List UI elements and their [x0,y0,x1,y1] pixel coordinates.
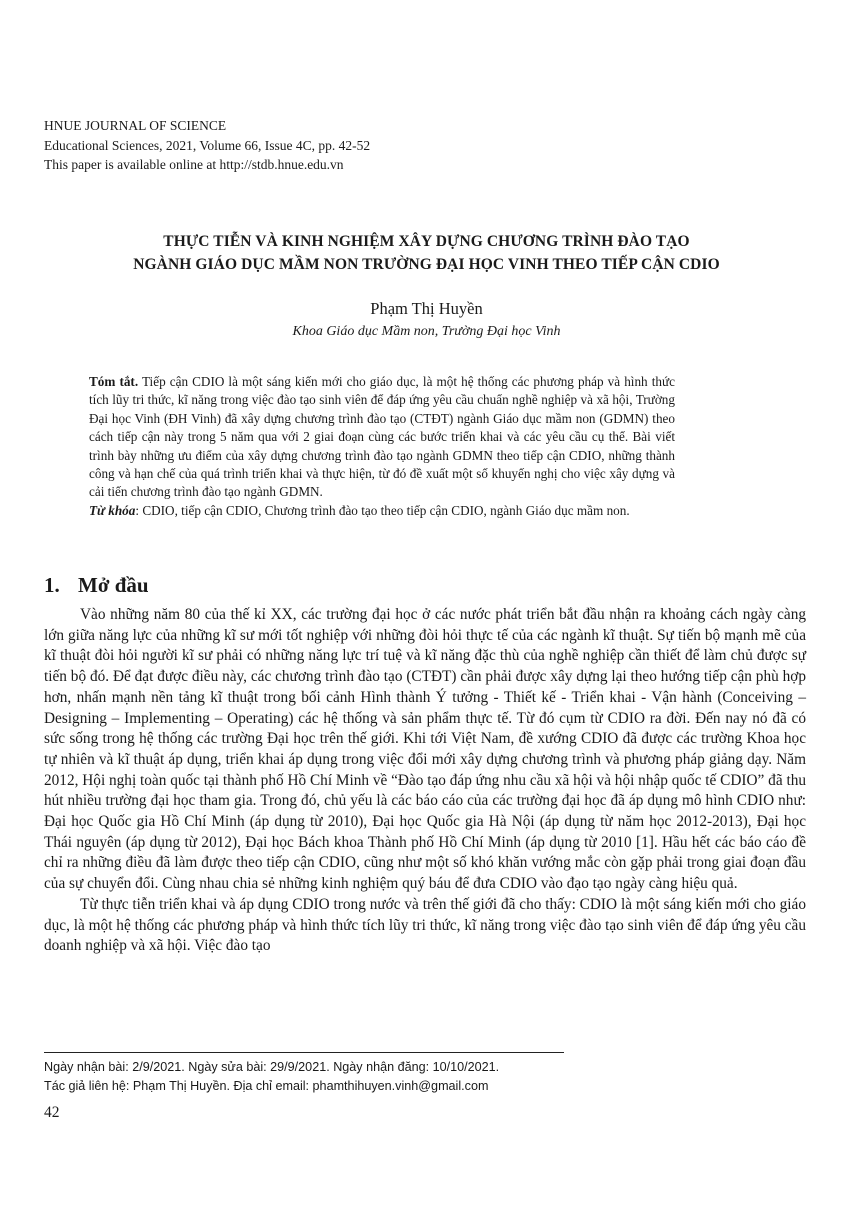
author-affiliation: Khoa Giáo dục Mầm non, Trường Đại học Vinh [292,324,561,339]
journal-issue: Educational Sciences, 2021, Volume 66, Issue 4C, pp. 42-52 [44,137,371,153]
paper-title-line-2: NGÀNH GIÁO DỤC MẦM NON TRƯỜNG ĐẠI HỌC VINH THEO TIẾP CẬN CDIO [133,256,720,273]
footnote [44,1058,499,1096]
section-title: Mở đầu [78,573,149,597]
body-paragraph-2: Từ thực tiễn triển khai và áp dụng CDIO trong nước và trên thế giới đã cho thấy: CDIO là một sáng kiến mới cho giáo dục, là một hệ thống các phương pháp và hình thức tích lũy tri thức, kĩ năng trong việc đào tạo sinh viên để đáp ứng yêu cầu doanh nghiệp và xã hội. Việc đào tạo [44,895,806,955]
section-heading [44,573,149,598]
body-text [44,605,806,957]
abstract [89,373,675,520]
journal-availability: This paper is available online at http://stdb.hnue.edu.vn [44,157,344,172]
abstract-text: Tiếp cận CDIO là một sáng kiến mới cho giáo dục, là một hệ thống các phương pháp và hình thức tích lũy tri thức, kĩ năng trong việc đào tạo sinh viên để đáp ứng yêu cầu chuẩn nghề nghiệp và xã hội, Trường Đại học Vinh (ĐH Vinh) đã xây dựng chương trình đào tạo (CTĐT) ngành Giáo dục mầm non (GDMN) theo cách tiếp cận này trong 5 năm qua với 2 giai đoạn cùng các bước triển khai và các yêu cầu cụ thể. Bài viết trình bày những ưu điểm của xây dựng chương trình đào tạo ngành GDMN theo tiếp cận CDIO, những thành công và hạn chế của quá trình triển khai và thực hiện, từ đó đề xuất một số khuyến nghị cho việc xây dựng và cải tiến chương trình đào tạo ngành GDMN. [89,374,675,500]
footnote-dates: Ngày nhận bài: 2/9/2021. Ngày sửa bài: 29/9/2021. Ngày nhận đăng: 10/10/2021. [44,1060,500,1074]
paper-title [40,230,813,276]
paper-title-line-1: THỰC TIỄN VÀ KINH NGHIỆM XÂY DỰNG CHƯƠNG TRÌNH ĐÀO TẠO [163,233,690,250]
journal-header [44,116,370,175]
abstract-paragraph [89,373,675,502]
footnote-divider [44,1052,564,1053]
page-number: 42 [44,1104,60,1121]
keywords-label: Từ khóa [89,502,136,518]
journal-name: HNUE JOURNAL OF SCIENCE [44,118,227,133]
section-number: 1. [44,573,60,597]
body-paragraph-1: Vào những năm 80 của thế kỉ XX, các trường đại học ở các nước phát triển bắt đầu nhận ra khoảng cách ngày càng lớn giữa năng lực của những kĩ sư mới tốt nghiệp với những đòi hỏi thực tế của các ngành kĩ thuật. Sự tiến bộ mạnh mẽ của kĩ thuật đòi hỏi người kĩ sư phải có những năng lực trí tuệ và kĩ năng đặc thù của nghề nghiệp cần thiết để làm chủ được sự tiến bộ đó. Để đạt được điều này, các chương trình đào tạo (CTĐT) cần phải được xây dựng lại theo hướng tiếp cận phù hợp hơn, nhấn mạnh nền tảng kĩ thuật trong bối cảnh Hình thành Ý tưởng - Thiết kế - Triển khai - Vận hành (Conceiving – Designing – Implementing – Operating) các hệ thống và sản phẩm thực tế. Từ đó cụm từ CDIO ra đời. Đến nay nó đã có sức sống trong hệ thống các trường Đại học trên thế giới. Khi tới Việt Nam, đề xướng CDIO đã được các trường Khoa học tự nhiên và kĩ thuật áp dụng, triển khai áp dụng trong việc đổi mới xây dựng chương trình và phương pháp giảng dạy. Năm 2012, Hội nghị toàn quốc tại thành phố Hồ Chí Minh về “Đào tạo đáp ứng nhu cầu xã hội và hội nhập quốc tế CDIO” đã thu hút nhiều trường đại học tham gia. Trong đó, chủ yếu là các báo cáo của các trường đại học đã áp dụng mô hình CDIO như: Đại học Quốc gia Hồ Chí Minh (áp dụng từ 2010), Đại học Quốc gia Hà Nội (áp dụng từ năm học 2012-2013), Đại học Thái nguyên (áp dụng từ 2012), Đại học Bách khoa Thành phố Hồ Chí Minh (áp dụng từ 2010 [1]. Hầu hết các báo cáo đề chỉ ra những điều đã làm được theo tiếp cận CDIO, cũng như một số khó khăn vướng mắc còn gặp phải trong giai đoạn đầu của sự chuyển đổi. Cùng nhau chia sẻ những kinh nghiệm quý báu để đưa CDIO vào đạo tạo ngày càng hiệu quả. [44,606,806,893]
keywords-paragraph [89,502,675,520]
footnote-contact: Tác giả liên hệ: Phạm Thị Huyền. Địa chỉ email: phamthihuyen.vinh@gmail.com [44,1079,489,1093]
keywords-text: : CDIO, tiếp cận CDIO, Chương trình đào tạo theo tiếp cận CDIO, ngành Giáo dục mầm non. [135,502,630,518]
author-name: Phạm Thị Huyền [370,299,483,318]
abstract-label: Tóm tắt. [89,374,139,389]
